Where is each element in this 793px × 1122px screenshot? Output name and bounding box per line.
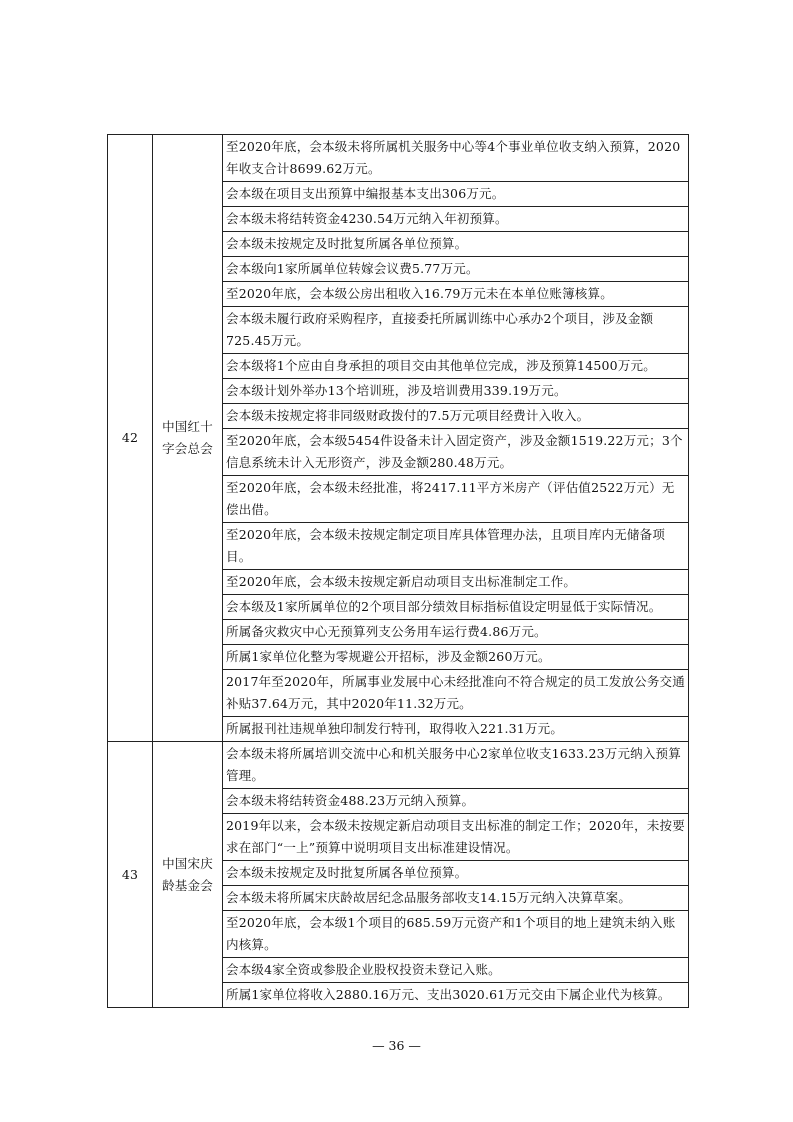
issue-description: 至2020年底，会本级1个项目的685.59万元资产和1个项目的地上建筑未纳入账内核算。 [223, 911, 689, 958]
issue-description: 会本级及1家所属单位的2个项目部分绩效目标指标值设定明显低于实际情况。 [223, 595, 689, 620]
issue-description: 2017年至2020年，所属事业发展中心未经批准向不符合规定的员工发放公务交通补贴37.64万元，其中2020年11.32万元。 [223, 670, 689, 717]
issue-description: 至2020年底，会本级公房出租收入16.79万元未在本单位账簿核算。 [223, 282, 689, 307]
issue-description: 会本级未按规定及时批复所属各单位预算。 [223, 232, 689, 257]
issue-description: 会本级计划外举办13个培训班，涉及培训费用339.19万元。 [223, 379, 689, 404]
issue-description: 会本级未将所属培训交流中心和机关服务中心2家单位收支1633.23万元纳入预算管理。 [223, 742, 689, 789]
organization-name: 中国红十字会总会 [153, 135, 223, 742]
issue-description: 2019年以来，会本级未按规定新启动项目支出标准的制定工作；2020年，未按要求在部门“一上”预算中说明项目支出标准建设情况。 [223, 814, 689, 861]
table-row [108, 135, 689, 182]
issue-description: 所属1家单位将收入2880.16万元、支出3020.61万元交由下属企业代为核算。 [223, 983, 689, 1008]
organization-name: 中国宋庆龄基金会 [153, 742, 223, 1008]
issue-description: 会本级未将所属宋庆龄故居纪念品服务部收支14.15万元纳入决算草案。 [223, 886, 689, 911]
issue-description: 至2020年底，会本级未按规定新启动项目支出标准制定工作。 [223, 570, 689, 595]
table-row [108, 742, 689, 789]
issue-description: 会本级将1个应由自身承担的项目交由其他单位完成，涉及预算14500万元。 [223, 354, 689, 379]
issue-description: 会本级4家全资或参股企业股权投资未登记入账。 [223, 958, 689, 983]
issue-description: 会本级未按规定及时批复所属各单位预算。 [223, 861, 689, 886]
issue-description: 至2020年底，会本级未经批准，将2417.11平方米房产（评估值2522万元）无偿出借。 [223, 476, 689, 523]
issue-description: 会本级向1家所属单位转嫁会议费5.77万元。 [223, 257, 689, 282]
row-number: 42 [108, 135, 153, 742]
issue-description: 会本级未按规定将非同级财政拨付的7.5万元项目经费计入收入。 [223, 404, 689, 429]
issue-description: 会本级未履行政府采购程序，直接委托所属训练中心承办2个项目，涉及金额725.45万元。 [223, 307, 689, 354]
issue-description: 会本级未将结转资金488.23万元纳入预算。 [223, 789, 689, 814]
issue-description: 所属备灾救灾中心无预算列支公务用车运行费4.86万元。 [223, 620, 689, 645]
issue-description: 至2020年底，会本级未按规定制定项目库具体管理办法，且项目库内无储备项目。 [223, 523, 689, 570]
issue-description: 会本级未将结转资金4230.54万元纳入年初预算。 [223, 207, 689, 232]
page-number: — 36 — [372, 1038, 421, 1053]
audit-issues-table [107, 134, 689, 1008]
issue-description: 所属1家单位化整为零规避公开招标，涉及金额260万元。 [223, 645, 689, 670]
issue-description: 至2020年底，会本级5454件设备未计入固定资产，涉及金额1519.22万元；3个信息系统未计入无形资产，涉及金额280.48万元。 [223, 429, 689, 476]
row-number: 43 [108, 742, 153, 1008]
issue-description: 所属报刊社违规单独印制发行特刊，取得收入221.31万元。 [223, 717, 689, 742]
issue-description: 至2020年底，会本级未将所属机关服务中心等4个事业单位收支纳入预算，2020年收支合计8699.62万元。 [223, 135, 689, 182]
issue-description: 会本级在项目支出预算中编报基本支出306万元。 [223, 182, 689, 207]
